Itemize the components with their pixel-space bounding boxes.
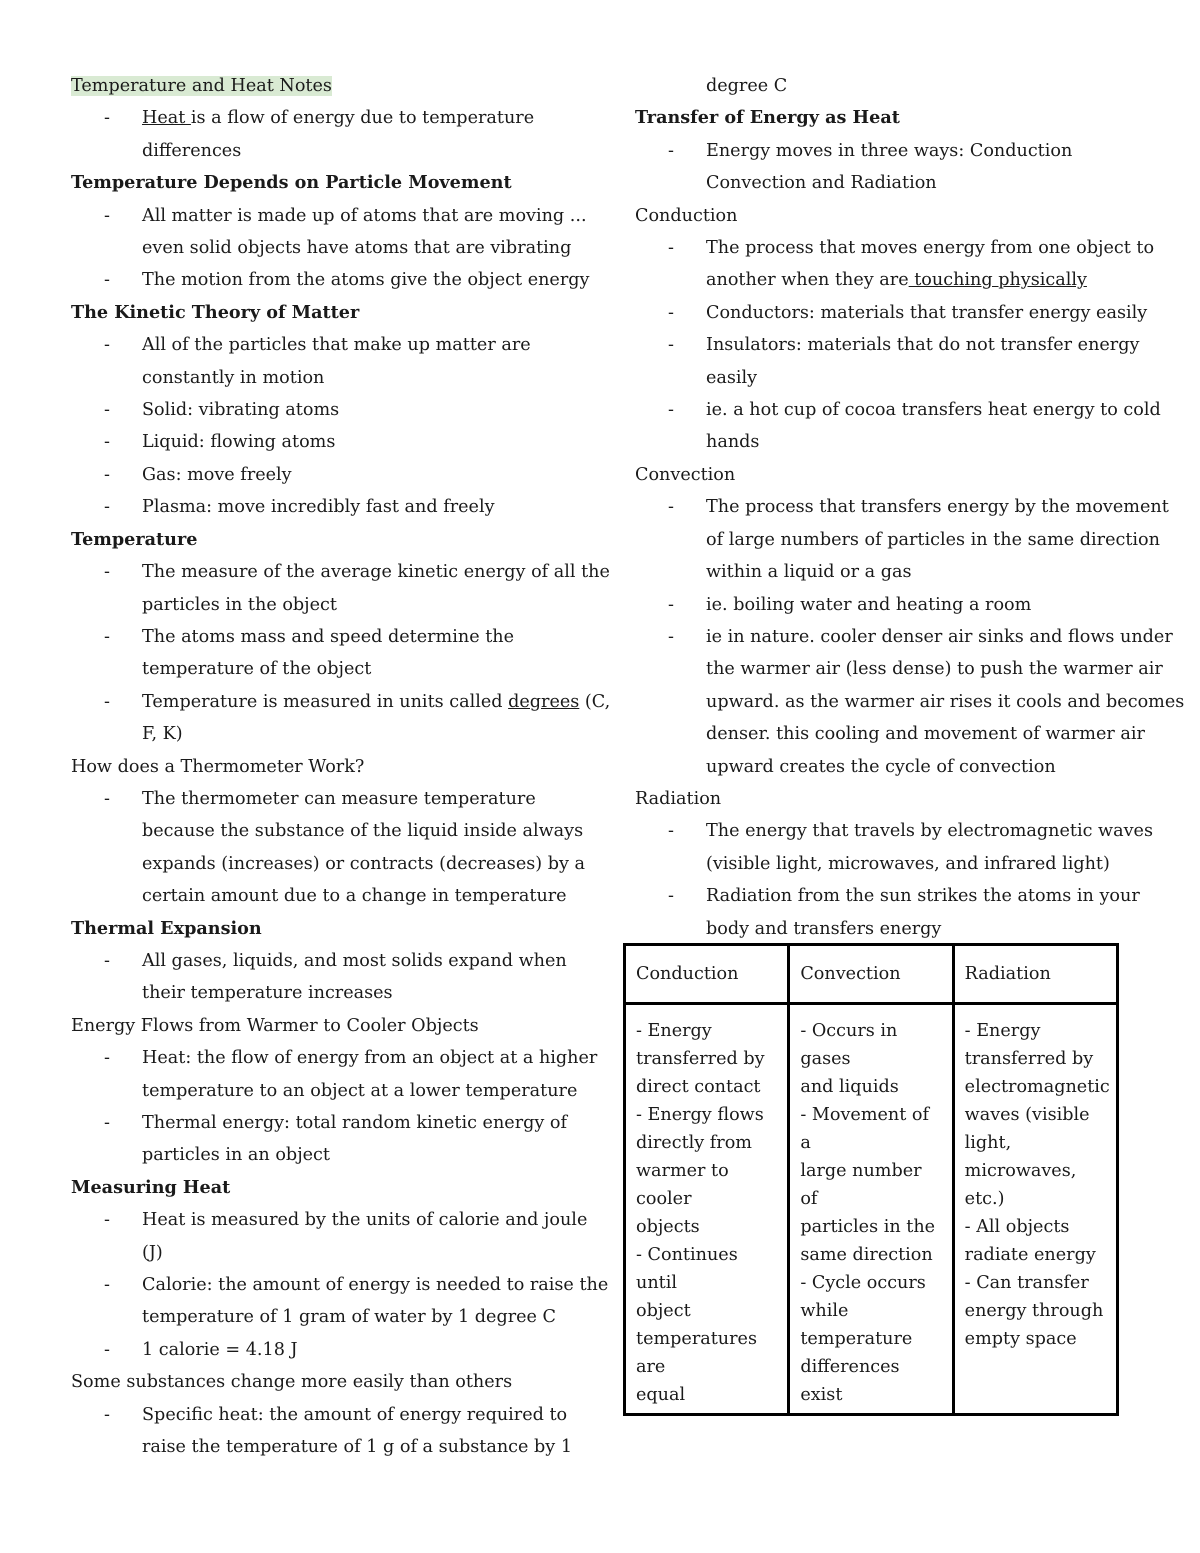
comparison-table [623, 943, 1119, 1416]
list-item: - All gases, liquids, and most solids expand when [71, 945, 566, 977]
list-item: - All matter is made up of atoms that are moving ... [71, 200, 566, 232]
cell-line: - Energy flows [636, 1105, 764, 1125]
cell-line: differences exist [800, 1357, 900, 1405]
cell-line: and liquids [800, 1077, 899, 1097]
bullet-continuation: upward creates the cycle of convection [706, 756, 1056, 777]
list-item: - Heat is measured by the units of calorie and joule [71, 1204, 566, 1236]
cell-line: temperature [800, 1329, 913, 1349]
section-heading: Radiation [635, 788, 722, 809]
bullet-dash: - [104, 335, 110, 356]
cell-line: electromagnetic [964, 1077, 1110, 1097]
list-item: - Temperature is measured in units called degrees (C, [71, 686, 566, 718]
bullet-continuation: their temperature increases [142, 983, 393, 1004]
bullet-dash: - [104, 788, 110, 809]
bullet-dash: - [104, 1048, 110, 1069]
table-cell-radiation [953, 1004, 1117, 1415]
cell-line: empty space [964, 1329, 1077, 1349]
list-item: - Heat: the flow of energy from an object at a higher [71, 1042, 566, 1074]
section-heading: Energy Flows from Warmer to Cooler Objects [71, 1015, 479, 1036]
bullet-dash: - [668, 140, 674, 161]
bullet-dash: - [104, 497, 110, 518]
list-item: - The atoms mass and speed determine the [71, 621, 566, 653]
bullet-continuation: body and transfers energy [706, 918, 942, 939]
bullet-dash: - [668, 335, 674, 356]
cell-line: - Energy [964, 1021, 1041, 1041]
cell-line: same direction [800, 1245, 933, 1265]
list-item: - Gas: move freely [71, 459, 566, 491]
bullet-dash: - [104, 464, 110, 485]
list-item: - ie. a hot cup of cocoa transfers heat energy to cold [635, 394, 1130, 426]
bullet-continuation: Convection and Radiation [706, 173, 937, 194]
section-heading: Measuring Heat [71, 1176, 231, 1198]
cell-line: temperatures are [636, 1329, 757, 1377]
bullet-dash: - [104, 108, 110, 129]
list-item: - Plasma: move incredibly fast and freely [71, 491, 566, 523]
list-item: - Insulators: materials that do not transfer energy [635, 329, 1130, 361]
cell-line: object [636, 1301, 691, 1321]
bullet-continuation: denser. this cooling and movement of warmer air [706, 724, 1145, 745]
bullet-dash: - [668, 238, 674, 259]
bullet-continuation: temperature to an object at a lower temperature [142, 1080, 578, 1101]
bullet-continuation: constantly in motion [142, 367, 325, 388]
degrees-term: degrees [508, 691, 580, 712]
list-item: - The process that transfers energy by the movement [635, 491, 1130, 523]
bullet-continuation: particles in the object [142, 594, 337, 615]
cell-line: - Movement of a [800, 1105, 930, 1153]
list-item: - The measure of the average kinetic energy of all the [71, 556, 566, 588]
section-heading: Transfer of Energy as Heat [635, 107, 900, 129]
cell-line: radiate energy [964, 1245, 1096, 1265]
bullet-dash: - [104, 270, 110, 291]
touching-physically-term: touching physically [908, 270, 1087, 291]
bullet-dash: - [104, 1404, 110, 1425]
bullet-continuation: F, K) [142, 724, 183, 745]
bullet-dash: - [104, 432, 110, 453]
section-heading: The Kinetic Theory of Matter [71, 301, 360, 323]
list-item: - The thermometer can measure temperature [71, 783, 566, 815]
bullet-dash: - [104, 205, 110, 226]
cell-line: - Can transfer [964, 1273, 1089, 1293]
section-heading: Convection [635, 464, 736, 485]
list-item: - All of the particles that make up matter are [71, 329, 566, 361]
cell-line: waves (visible [964, 1105, 1090, 1125]
bullet-continuation: temperature of 1 gram of water by 1 degree C [142, 1307, 557, 1328]
list-item: - Solid: vibrating atoms [71, 394, 566, 426]
bullet-continuation: because the substance of the liquid inside always [142, 821, 584, 842]
bullet-dash: - [104, 626, 110, 647]
table-header-convection: Convection [789, 945, 953, 1004]
bullet-continuation: (J) [142, 1242, 163, 1263]
list-item: - Radiation from the sun strikes the atoms in your [635, 880, 1130, 912]
table-cell-conduction [625, 1004, 789, 1415]
cell-line: large number of [800, 1161, 922, 1209]
cell-line: while [800, 1301, 849, 1321]
bullet-dash: - [668, 302, 674, 323]
table-header-radiation: Radiation [953, 945, 1117, 1004]
document-title: Temperature and Heat Notes [71, 76, 332, 96]
section-heading: How does a Thermometer Work? [71, 756, 365, 777]
table-row [625, 1004, 1118, 1415]
bullet-continuation: hands [706, 432, 760, 453]
bullet-continuation: another when they are touching physically [706, 270, 1087, 291]
bullet-continuation: certain amount due to a change in temperature [142, 886, 567, 907]
bullet-heat-definition: - Heat is a flow of energy due to temperature [71, 102, 566, 134]
section-heading: Temperature [71, 528, 198, 550]
cell-line: - Cycle occurs [800, 1273, 926, 1293]
bullet-dash: - [104, 950, 110, 971]
bullet-dash: - [104, 400, 110, 421]
bullet-continuation: expands (increases) or contracts (decreases) by a [142, 853, 586, 874]
bullet-continuation: differences [142, 140, 242, 161]
bullet-dash: - [104, 1113, 110, 1133]
bullet-continuation: (visible light, microwaves, and infrared light) [706, 853, 1110, 874]
left-column [71, 70, 611, 1463]
cell-line: transferred by [964, 1049, 1094, 1069]
cell-line: microwaves, etc.) [964, 1161, 1077, 1209]
bullet-continuation: the warmer air (less dense) to push the warmer air [706, 659, 1163, 680]
cell-line: directly from [636, 1133, 752, 1153]
cell-line: particles in the [800, 1217, 936, 1237]
bullet-dash: - [104, 691, 110, 712]
bullet-continuation: even solid objects have atoms that are vibrating [142, 238, 572, 259]
section-heading: Thermal Expansion [71, 917, 262, 939]
bullet-dash: - [668, 594, 674, 615]
cell-line: - Energy [636, 1021, 712, 1041]
cell-line: - Occurs in gases [800, 1021, 898, 1069]
bullet-continuation: of large numbers of particles in the same direction [706, 529, 1160, 550]
bullet-continuation: upward. as the warmer air rises it cools and becomes [706, 691, 1185, 712]
cell-line: - Continues until [636, 1245, 738, 1293]
cell-line: energy through [964, 1301, 1104, 1321]
bullet-dash: - [668, 821, 674, 842]
right-column [635, 70, 1185, 945]
cell-line: direct contact [636, 1077, 761, 1097]
cell-line: warmer to cooler [636, 1161, 729, 1209]
list-item: - The motion from the atoms give the object energy [71, 264, 566, 296]
bullet-continuation: particles in an object [142, 1145, 330, 1166]
bullet-dash: - [668, 400, 674, 421]
list-item: - Specific heat: the amount of energy required to [71, 1399, 566, 1431]
list-item: - Calorie: the amount of energy is needed to raise the [71, 1269, 566, 1301]
bullet-continuation: temperature of the object [142, 659, 372, 680]
cell-line: objects [636, 1217, 700, 1237]
section-heading: Temperature Depends on Particle Movement [71, 172, 512, 194]
list-item: - Liquid: flowing atoms [71, 426, 566, 458]
bullet-dash: - [104, 562, 110, 583]
bullet-dash: - [104, 1339, 110, 1360]
table-header-row [625, 945, 1118, 1004]
list-item: - ie. boiling water and heating a room [635, 589, 1130, 621]
list-item: - The process that moves energy from one object to [635, 232, 1130, 264]
list-item: - 1 calorie = 4.18 J [71, 1334, 566, 1366]
cell-line: equal [636, 1385, 686, 1405]
bullet-dash: - [104, 1210, 110, 1231]
cell-line: transferred by [636, 1049, 765, 1069]
table-header-conduction: Conduction [625, 945, 789, 1004]
bullet-dash: - [668, 886, 674, 907]
list-item: - Thermal energy: total random kinetic energy of [71, 1107, 566, 1139]
bullet-dash: - [104, 1275, 110, 1296]
cell-line: light, [964, 1133, 1012, 1153]
section-heading: Conduction [635, 205, 738, 226]
bullet-dash: - [668, 626, 674, 647]
bullet-continuation: within a liquid or a gas [706, 562, 912, 583]
list-item: - The energy that travels by electromagnetic waves [635, 815, 1130, 847]
bullet-continuation: degree C [706, 76, 788, 96]
list-item: - Conductors: materials that transfer energy easily [635, 297, 1130, 329]
list-item: - Energy moves in three ways: Conduction [635, 135, 1130, 167]
section-heading: Some substances change more easily than others [71, 1372, 513, 1393]
list-item: - ie in nature. cooler denser air sinks and flows under [635, 621, 1130, 653]
bullet-continuation: raise the temperature of 1 g of a substance by 1 [142, 1437, 573, 1458]
table-cell-convection [789, 1004, 953, 1415]
cell-line: - All objects [964, 1217, 1070, 1237]
heat-term: Heat [142, 108, 191, 129]
bullet-dash: - [668, 497, 674, 518]
bullet-continuation: easily [706, 367, 758, 388]
